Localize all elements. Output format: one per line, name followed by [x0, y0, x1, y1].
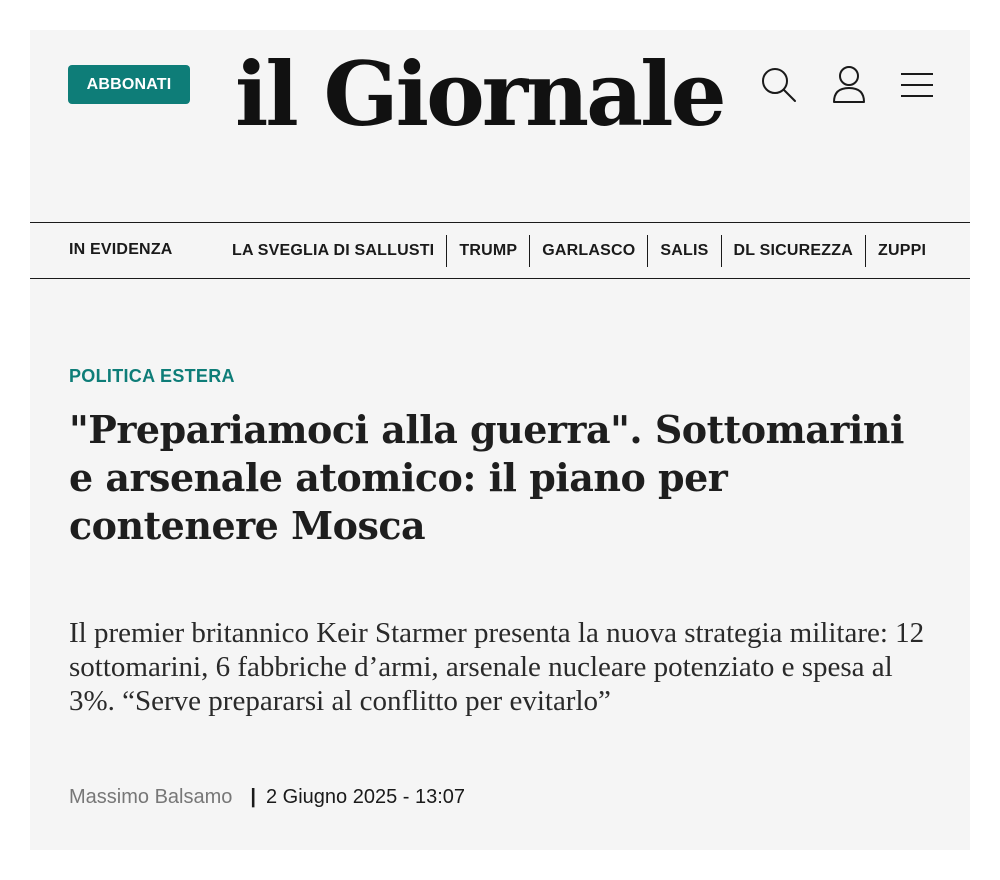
article-section-link[interactable]: POLITICA ESTERA: [69, 366, 235, 386]
user-icon[interactable]: [828, 64, 870, 106]
site-logo[interactable]: il Giornale: [235, 42, 724, 146]
page-container: [30, 30, 970, 850]
nav-highlight-label: IN EVIDENZA: [69, 241, 173, 258]
byline-separator: |: [250, 786, 256, 808]
masthead: [30, 30, 970, 222]
nav-topics: [220, 235, 938, 267]
publish-datetime: 2 Giugno 2025 - 13:07: [266, 786, 466, 808]
nav-item-dl-sicurezza[interactable]: DL SICUREZZA: [721, 235, 865, 267]
author-link[interactable]: Massimo Balsamo: [69, 786, 233, 808]
byline: [69, 786, 465, 809]
article-summary: Il premier britannico Keir Starmer presenta la nuova strategia militare: 12 sottomarini, 6 fabbriche d’armi, arsenale nucleare potenziato e spesa al 3%. “Serve prepararsi al conflitto per evitarlo”: [69, 617, 925, 717]
menu-icon[interactable]: [896, 64, 938, 106]
nav-item-la-sveglia-di-sallusti[interactable]: LA SVEGLIA DI SALLUSTI: [232, 242, 435, 259]
nav-item-zuppi[interactable]: ZUPPI: [865, 235, 938, 267]
subscribe-button[interactable]: ABBONATI: [68, 65, 190, 104]
nav-item-salis[interactable]: SALIS: [647, 235, 720, 267]
topic-nav: [30, 222, 970, 279]
nav-item-trump[interactable]: TRUMP: [446, 235, 529, 267]
nav-item-garlasco[interactable]: GARLASCO: [529, 235, 647, 267]
search-icon[interactable]: [758, 64, 800, 106]
article-headline: "Prepariamoci alla guerra". Sottomarini e arsenale atomico: il piano per contenere Mosca: [69, 407, 904, 548]
